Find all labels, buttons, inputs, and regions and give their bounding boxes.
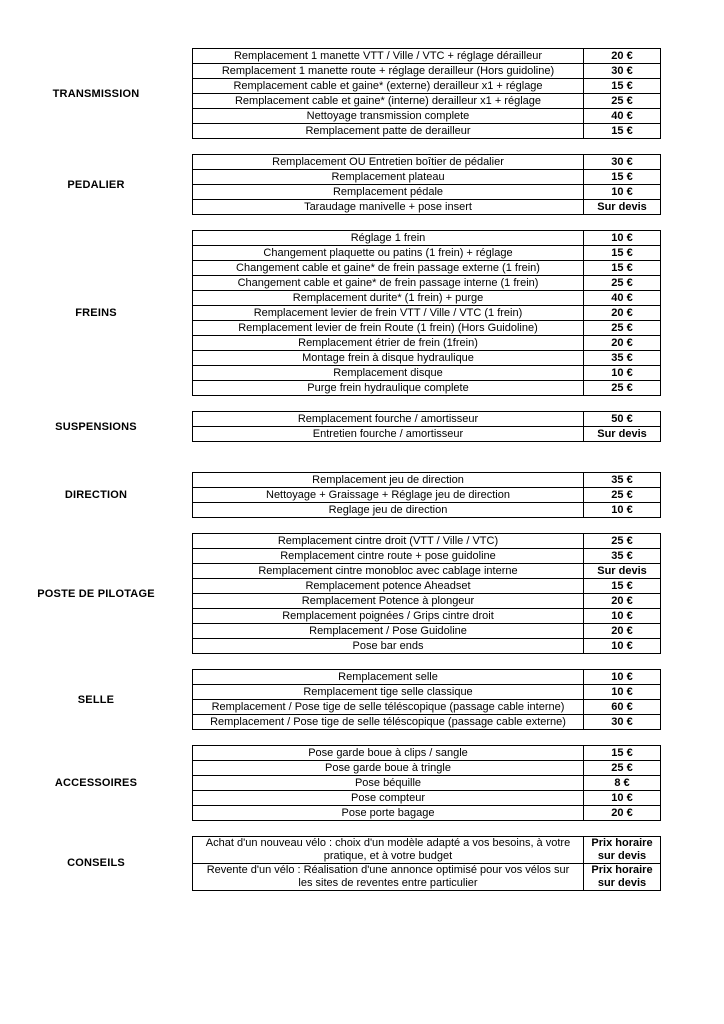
service-description: Remplacement tige selle classique <box>193 685 584 700</box>
table-row <box>193 366 661 381</box>
service-description: Remplacement / Pose tige de selle téléscopique (passage cable interne) <box>193 700 584 715</box>
table-row <box>193 427 661 442</box>
section-pedalier <box>0 154 724 215</box>
category-label: SUSPENSIONS <box>55 420 137 433</box>
service-description: Nettoyage + Graissage + Réglage jeu de direction <box>193 488 584 503</box>
table-row <box>193 594 661 609</box>
service-price: 15 € <box>584 579 661 594</box>
service-price: 25 € <box>584 94 661 109</box>
service-description: Remplacement 1 manette VTT / Ville / VTC + réglage dérailleur <box>193 49 584 64</box>
table-row <box>193 79 661 94</box>
service-price: 15 € <box>584 124 661 139</box>
category-label: DIRECTION <box>64 489 128 501</box>
price-table <box>192 154 661 215</box>
service-price: 10 € <box>584 791 661 806</box>
service-description: Remplacement cintre droit (VTT / Ville / VTC) <box>193 534 584 549</box>
price-table <box>192 836 661 891</box>
category-label: PEDALIER <box>67 178 125 191</box>
service-price: 10 € <box>584 185 661 200</box>
table-row <box>193 761 661 776</box>
table-row <box>193 321 661 336</box>
table-row <box>193 806 661 821</box>
service-description: Réglage 1 frein <box>193 231 584 246</box>
service-price: 30 € <box>584 64 661 79</box>
service-price: 10 € <box>584 503 661 518</box>
category-label: FREINS <box>75 307 117 319</box>
table-row <box>193 351 661 366</box>
service-description: Remplacement fourche / amortisseur <box>193 412 584 427</box>
table-row <box>193 381 661 396</box>
service-description: Revente d'un vélo : Réalisation d'une annonce optimisé pour vos vélos sur les sites de reventes entre particulier <box>193 863 584 890</box>
service-price: 20 € <box>584 49 661 64</box>
price-table <box>192 669 661 730</box>
table-row <box>193 200 661 215</box>
service-description: Pose porte bagage <box>193 806 584 821</box>
service-description: Remplacement patte de derailleur <box>193 124 584 139</box>
section-accessoires <box>0 745 724 821</box>
service-description: Entretien fourche / amortisseur <box>193 427 584 442</box>
service-price: 35 € <box>584 473 661 488</box>
service-price: 25 € <box>584 488 661 503</box>
service-price: 35 € <box>584 351 661 366</box>
table-row <box>193 291 661 306</box>
service-price: Sur devis <box>584 427 661 442</box>
service-description: Remplacement durite* (1 frein) + purge <box>193 291 584 306</box>
section-suspensions <box>0 411 724 442</box>
service-description: Changement cable et gaine* de frein passage interne (1 frein) <box>193 276 584 291</box>
section-transmission <box>0 48 724 139</box>
service-description: Remplacement disque <box>193 366 584 381</box>
table-row <box>193 231 661 246</box>
service-description: Remplacement OU Entretien boîtier de pédalier <box>193 155 584 170</box>
service-description: Remplacement plateau <box>193 170 584 185</box>
service-price: 20 € <box>584 306 661 321</box>
table-row <box>193 863 661 890</box>
service-price: 15 € <box>584 79 661 94</box>
table-row <box>193 276 661 291</box>
service-price: 10 € <box>584 366 661 381</box>
service-price: 15 € <box>584 746 661 761</box>
service-price: Prix horaire sur devis <box>584 863 661 890</box>
table-row <box>193 776 661 791</box>
table-row <box>193 412 661 427</box>
category-label: ACCESSOIRES <box>54 777 138 789</box>
service-description: Remplacement 1 manette route + réglage derailleur (Hors guidoline) <box>193 64 584 79</box>
service-description: Remplacement levier de frein Route (1 frein) (Hors Guidoline) <box>193 321 584 336</box>
service-description: Pose bar ends <box>193 639 584 654</box>
category-label: CONSEILS <box>67 857 125 870</box>
table-row <box>193 746 661 761</box>
service-price: 15 € <box>584 170 661 185</box>
service-description: Remplacement cable et gaine* (interne) derailleur x1 + réglage <box>193 94 584 109</box>
service-description: Pose garde boue à clips / sangle <box>193 746 584 761</box>
table-row <box>193 336 661 351</box>
service-description: Remplacement potence Aheadset <box>193 579 584 594</box>
service-price: 60 € <box>584 700 661 715</box>
table-row <box>193 261 661 276</box>
table-row <box>193 579 661 594</box>
table-row <box>193 124 661 139</box>
service-price: 20 € <box>584 594 661 609</box>
service-price: 20 € <box>584 336 661 351</box>
table-row <box>193 473 661 488</box>
table-row <box>193 670 661 685</box>
service-description: Remplacement étrier de frein (1frein) <box>193 336 584 351</box>
category-label: POSTE DE PILOTAGE <box>37 587 155 600</box>
section-poste-de-pilotage <box>0 533 724 654</box>
table-row <box>193 624 661 639</box>
service-description: Remplacement poignées / Grips cintre droit <box>193 609 584 624</box>
service-price: 40 € <box>584 291 661 306</box>
service-description: Remplacement / Pose Guidoline <box>193 624 584 639</box>
table-row <box>193 609 661 624</box>
table-row <box>193 715 661 730</box>
service-description: Remplacement cintre route + pose guidoline <box>193 549 584 564</box>
service-description: Remplacement pédale <box>193 185 584 200</box>
table-row <box>193 64 661 79</box>
table-row <box>193 837 661 864</box>
service-description: Changement plaquette ou patins (1 frein) + réglage <box>193 246 584 261</box>
service-description: Achat d'un nouveau vélo : choix d'un modèle adapté a vos besoins, à votre pratique, et à votre budget <box>193 837 584 864</box>
service-description: Remplacement jeu de direction <box>193 473 584 488</box>
table-row <box>193 685 661 700</box>
table-row <box>193 155 661 170</box>
table-row <box>193 639 661 654</box>
table-row <box>193 564 661 579</box>
category-label: SELLE <box>77 693 115 706</box>
service-description: Remplacement cable et gaine* (externe) derailleur x1 + réglage <box>193 79 584 94</box>
table-row <box>193 246 661 261</box>
service-price: 15 € <box>584 261 661 276</box>
service-price: 25 € <box>584 534 661 549</box>
table-row <box>193 534 661 549</box>
service-description: Purge frein hydraulique complete <box>193 381 584 396</box>
service-price: 10 € <box>584 609 661 624</box>
section-freins <box>0 230 724 396</box>
price-table <box>192 472 661 518</box>
price-table <box>192 533 661 654</box>
table-row <box>193 49 661 64</box>
service-description: Pose compteur <box>193 791 584 806</box>
table-row <box>193 549 661 564</box>
service-description: Pose garde boue à tringle <box>193 761 584 776</box>
service-price: 25 € <box>584 321 661 336</box>
section-selle <box>0 669 724 730</box>
service-price: 8 € <box>584 776 661 791</box>
table-row <box>193 488 661 503</box>
service-price: 10 € <box>584 231 661 246</box>
service-price: Sur devis <box>584 564 661 579</box>
service-description: Remplacement cintre monobloc avec cablage interne <box>193 564 584 579</box>
service-price: 25 € <box>584 761 661 776</box>
service-description: Montage frein à disque hydraulique <box>193 351 584 366</box>
service-price: 20 € <box>584 806 661 821</box>
service-price: 20 € <box>584 624 661 639</box>
service-price: Prix horaire sur devis <box>584 837 661 864</box>
service-description: Remplacement selle <box>193 670 584 685</box>
price-sections <box>0 48 724 891</box>
service-price: 40 € <box>584 109 661 124</box>
service-price: 35 € <box>584 549 661 564</box>
service-price: 10 € <box>584 685 661 700</box>
service-price: 30 € <box>584 715 661 730</box>
service-price: 25 € <box>584 276 661 291</box>
price-table <box>192 48 661 139</box>
price-table <box>192 745 661 821</box>
table-row <box>193 185 661 200</box>
table-row <box>193 791 661 806</box>
service-price: 10 € <box>584 639 661 654</box>
service-price: Sur devis <box>584 200 661 215</box>
price-table <box>192 230 661 396</box>
service-description: Taraudage manivelle + pose insert <box>193 200 584 215</box>
service-price: 15 € <box>584 246 661 261</box>
service-description: Changement cable et gaine* de frein passage externe (1 frein) <box>193 261 584 276</box>
table-row <box>193 109 661 124</box>
table-row <box>193 94 661 109</box>
category-label: TRANSMISSION <box>52 87 140 100</box>
service-price: 50 € <box>584 412 661 427</box>
service-price: 10 € <box>584 670 661 685</box>
service-description: Reglage jeu de direction <box>193 503 584 518</box>
service-price: 30 € <box>584 155 661 170</box>
table-row <box>193 306 661 321</box>
table-row <box>193 700 661 715</box>
table-row <box>193 170 661 185</box>
price-table <box>192 411 661 442</box>
section-conseils <box>0 836 724 891</box>
section-direction <box>0 472 724 518</box>
service-description: Remplacement / Pose tige de selle téléscopique (passage cable externe) <box>193 715 584 730</box>
service-description: Nettoyage transmission complete <box>193 109 584 124</box>
service-description: Remplacement Potence à plongeur <box>193 594 584 609</box>
service-price: 25 € <box>584 381 661 396</box>
service-description: Pose béquille <box>193 776 584 791</box>
service-description: Remplacement levier de frein VTT / Ville / VTC (1 frein) <box>193 306 584 321</box>
table-row <box>193 503 661 518</box>
